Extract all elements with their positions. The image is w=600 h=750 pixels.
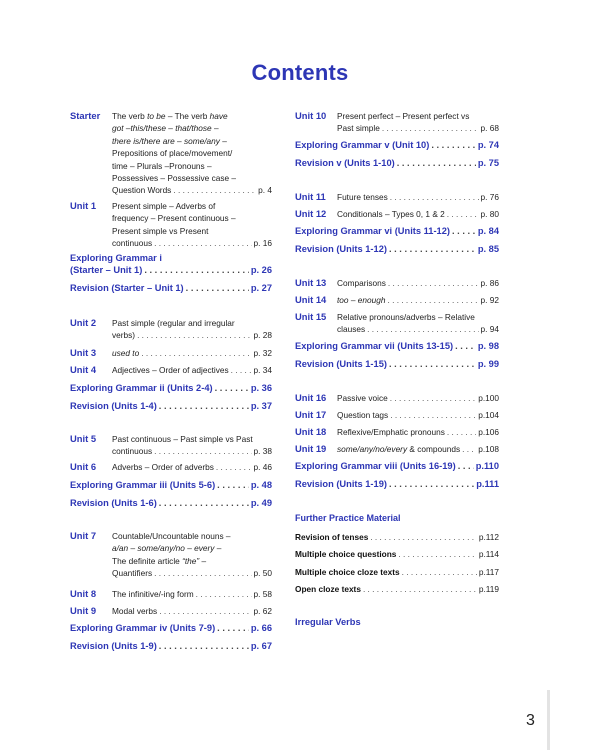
leader-dots: [389, 358, 476, 370]
unit-label: Unit 10: [295, 110, 327, 121]
contents-entry[interactable]: [70, 461, 272, 473]
section-line: [70, 282, 272, 294]
section-title: Exploring Grammar i: [70, 253, 162, 263]
leader-dots: [216, 461, 252, 473]
entry-page: p. 28: [253, 330, 272, 341]
entry-page: p. 66: [250, 623, 272, 633]
unit-description: [337, 208, 499, 220]
unit-description: [337, 294, 499, 306]
entry-page: p. 27: [250, 283, 272, 293]
contents-section[interactable]: [70, 382, 272, 394]
entry-text: Revision (Units 1-15): [295, 359, 387, 369]
section-line: [295, 460, 499, 472]
leader-dots: [455, 340, 476, 352]
entry-text: Quantifiers: [112, 568, 153, 579]
section-line: [70, 497, 272, 509]
description-line: got –this/these – that/those –: [112, 123, 219, 134]
unit-label: Unit 13: [295, 277, 327, 288]
description-line: Past simple (regular and irregular: [112, 318, 235, 328]
leader-dots: [398, 549, 476, 559]
entry-text: Adverbs – Order of adverbs: [112, 462, 214, 472]
leader-dots: [217, 479, 249, 491]
entry-text: The infinitive/-ing form: [112, 589, 194, 599]
unit-label: Unit 1: [70, 200, 97, 211]
entry-page: p. 67: [250, 641, 272, 651]
entry-page: p. 92: [480, 295, 499, 305]
entry-text: Adjectives – Order of adjectives: [112, 365, 229, 375]
contents-entry[interactable]: [70, 605, 272, 617]
unit-label: Unit 17: [295, 409, 327, 420]
contents-entry[interactable]: [70, 588, 272, 600]
leader-dots: [159, 605, 251, 617]
entry-page: p. 32: [253, 348, 272, 358]
entry-page: p. 86: [480, 278, 499, 288]
leader-dots: [363, 584, 477, 594]
unit-description: [112, 200, 272, 250]
entry-page: p. 4: [258, 185, 272, 196]
contents-entry[interactable]: [295, 426, 499, 438]
contents-section[interactable]: [295, 358, 499, 370]
description-last-line: [337, 277, 499, 289]
further-practice-heading: Further Practice Material: [295, 513, 401, 523]
unit-description: [337, 191, 499, 203]
entry-text: Revision of tenses: [295, 532, 369, 542]
contents-section[interactable]: [70, 497, 272, 509]
entry-text: Revision v (Units 1-10): [295, 158, 395, 168]
entry-text: Revision (Units 1-4): [70, 401, 157, 411]
entry-page: p. 76: [480, 192, 499, 202]
leader-dots: [389, 478, 474, 490]
contents-entry[interactable]: [70, 200, 272, 250]
leader-dots: [196, 588, 252, 600]
unit-description: [337, 110, 499, 135]
contents-entry[interactable]: [295, 110, 499, 135]
unit-label: Unit 8: [70, 588, 97, 599]
entry-text: Exploring Grammar vii (Units 13-15): [295, 341, 454, 351]
entry-page: p. 49: [250, 498, 272, 508]
description-line: Present perfect – Present perfect vs: [337, 111, 470, 121]
description-line: a/an – some/any/no – every –: [112, 543, 222, 554]
contents-section[interactable]: [295, 340, 499, 352]
entry-text: Multiple choice cloze texts: [295, 567, 400, 577]
leader-dots: [159, 640, 249, 652]
section-line: [70, 479, 272, 491]
unit-description: [337, 409, 499, 421]
contents-section[interactable]: [70, 252, 272, 277]
entry-text: Past simple: [337, 123, 380, 134]
entry-text: too – enough: [337, 295, 386, 305]
irregular-verbs-heading[interactable]: Irregular Verbs: [295, 617, 361, 627]
description-last-line: [337, 409, 499, 421]
leader-dots: [154, 237, 251, 249]
further-practice-line: [295, 584, 499, 594]
contents-entry[interactable]: [70, 347, 272, 359]
entry-page: p. 26: [250, 265, 272, 276]
unit-label: Unit 12: [295, 208, 327, 219]
description-last-line: [337, 443, 499, 455]
entry-page: p.106: [478, 427, 499, 437]
entry-page: p. 85: [477, 244, 499, 254]
contents-section[interactable]: [70, 400, 272, 412]
leader-dots: [215, 382, 249, 394]
unit-label: Unit 18: [295, 426, 327, 437]
description-last-line: [112, 237, 272, 249]
leader-dots: [144, 264, 248, 276]
contents-section[interactable]: [70, 282, 272, 294]
leader-dots: [231, 364, 252, 376]
unit-description: [112, 530, 272, 580]
entry-text: Reflexive/Emphatic pronouns: [337, 427, 445, 437]
entry-text: Open cloze texts: [295, 584, 361, 594]
entry-text: Revision (Units 1-19): [295, 479, 387, 489]
entry-page: p.108: [478, 444, 499, 454]
description-last-line: [112, 605, 272, 617]
contents-section[interactable]: [295, 460, 499, 472]
description-line: Relative pronouns/adverbs – Relative: [337, 312, 475, 322]
unit-description: [112, 347, 272, 359]
description-last-line: [337, 122, 499, 134]
contents-entry[interactable]: [295, 311, 499, 336]
entry-page: p. 48: [250, 480, 272, 490]
leader-dots: [159, 400, 249, 412]
leader-dots: [397, 157, 476, 169]
entry-text: Question tags: [337, 410, 389, 420]
entry-text: Exploring Grammar iii (Units 5-6): [70, 480, 216, 490]
leader-dots: [390, 409, 476, 421]
further-practice-line: [295, 532, 499, 542]
entry-page: p. 94: [480, 324, 499, 335]
leader-dots: [458, 460, 474, 472]
entry-page: p. 50: [253, 568, 272, 579]
leader-dots: [154, 567, 251, 579]
further-practice-item[interactable]: [295, 549, 499, 559]
section-line: [295, 340, 499, 352]
contents-entry[interactable]: [70, 530, 272, 580]
section-line: [70, 622, 272, 634]
entry-text: (Starter – Unit 1): [70, 265, 143, 276]
unit-label: Unit 9: [70, 605, 97, 616]
description-last-line: [112, 445, 272, 457]
entry-text: Exploring Grammar vi (Units 11-12): [295, 226, 450, 236]
leader-dots: [402, 567, 477, 577]
page-edge-bar: [547, 690, 550, 750]
contents-section[interactable]: [70, 640, 272, 652]
entry-page: p.111: [476, 479, 499, 489]
entry-page: p. 98: [477, 341, 499, 351]
unit-label: Unit 16: [295, 392, 327, 403]
description-last-line: [112, 347, 272, 359]
leader-dots: [382, 122, 479, 134]
description-line: Past continuous – Past simple vs Past: [112, 434, 253, 444]
contents-entry[interactable]: [295, 409, 499, 421]
section-line: [70, 264, 272, 276]
unit-description: [337, 426, 499, 438]
description-last-line: [337, 392, 499, 404]
unit-description: [112, 364, 272, 376]
further-practice-item[interactable]: [295, 567, 499, 577]
contents-entry[interactable]: [70, 110, 272, 197]
description-line: Present simple – Adverbs of: [112, 201, 216, 211]
contents-section[interactable]: [70, 622, 272, 634]
entry-text: Passive voice: [337, 393, 388, 403]
page-title: Contents: [251, 60, 349, 85]
description-last-line: [112, 461, 272, 473]
unit-description: [337, 277, 499, 289]
further-practice-item[interactable]: [295, 584, 499, 594]
unit-description: [112, 110, 272, 197]
unit-label: Unit 7: [70, 530, 97, 541]
entry-text: Comparisons: [337, 278, 386, 288]
leader-dots: [447, 426, 476, 438]
section-line: [70, 382, 272, 394]
further-practice-item[interactable]: [295, 532, 499, 542]
unit-description: [112, 588, 272, 600]
entry-text: continuous: [112, 446, 153, 457]
description-line: time – Plurals –Pronouns –: [112, 160, 212, 171]
further-practice-line: [295, 549, 499, 559]
entry-text: Future tenses: [337, 192, 388, 202]
contents-entry[interactable]: [70, 364, 272, 376]
entry-page: p.100: [478, 393, 499, 403]
section-line: [295, 358, 499, 370]
unit-label: Unit 14: [295, 294, 327, 305]
leader-dots: [154, 445, 251, 457]
description-last-line: [337, 426, 499, 438]
leader-dots: [447, 208, 479, 220]
description-line: Countable/Uncountable nouns –: [112, 531, 231, 541]
description-line: The verb to be – The verb have: [112, 111, 228, 121]
section-line: [295, 225, 499, 237]
unit-label: Starter: [70, 110, 101, 121]
unit-label: Unit 11: [295, 191, 326, 202]
entry-text: continuous: [112, 238, 153, 249]
contents-entry[interactable]: [70, 433, 272, 458]
leader-dots: [217, 622, 249, 634]
unit-description: [112, 433, 272, 458]
leader-dots: [390, 392, 477, 404]
entry-page: p.110: [475, 461, 499, 471]
leader-dots: [452, 225, 476, 237]
leader-dots: [431, 139, 475, 151]
entry-page: p.117: [478, 567, 499, 577]
unit-label: Unit 19: [295, 443, 327, 454]
contents-entry[interactable]: [295, 392, 499, 404]
unit-label: Unit 6: [70, 461, 97, 472]
contents-section[interactable]: [295, 478, 499, 490]
entry-page: p. 68: [480, 123, 499, 134]
entry-text: Multiple choice questions: [295, 549, 397, 559]
entry-page: p. 58: [253, 589, 272, 599]
entry-text: Exploring Grammar iv (Units 7-9): [70, 623, 216, 633]
entry-page: p.119: [478, 584, 499, 594]
leader-dots: [173, 184, 256, 196]
leader-dots: [137, 329, 251, 341]
description-line: Possessives – Possessive case –: [112, 173, 237, 184]
unit-description: [112, 605, 272, 617]
leader-dots: [388, 277, 479, 289]
section-line: [295, 157, 499, 169]
entry-text: Revision (Units 1-9): [70, 641, 157, 651]
entry-text: Conditionals – Types 0, 1 & 2: [337, 209, 445, 219]
leader-dots: [390, 191, 479, 203]
entry-page: p. 74: [477, 140, 499, 150]
description-last-line: [112, 588, 272, 600]
contents-entry[interactable]: [295, 277, 499, 289]
leader-dots: [159, 497, 249, 509]
entry-text: Exploring Grammar viii (Units 16-19): [295, 461, 456, 471]
section-line: [70, 400, 272, 412]
entry-text: clauses: [337, 324, 366, 335]
unit-label: Unit 2: [70, 317, 97, 328]
leader-dots: [387, 294, 478, 306]
section-line: [295, 478, 499, 490]
entry-text: Revision (Starter – Unit 1): [70, 283, 184, 293]
entry-text: Exploring Grammar ii (Units 2-4): [70, 383, 213, 393]
entry-page: p. 75: [477, 158, 499, 168]
entry-text: some/any/no/every & compounds: [337, 444, 461, 454]
contents-section[interactable]: [295, 157, 499, 169]
entry-page: p.112: [478, 532, 499, 542]
entry-page: p.114: [478, 549, 499, 559]
contents-section[interactable]: [295, 225, 499, 237]
entry-page: p. 46: [253, 462, 272, 472]
entry-text: Revision (Units 1-6): [70, 498, 157, 508]
description-last-line: [337, 294, 499, 306]
entry-page: p. 34: [253, 365, 272, 375]
unit-label: Unit 3: [70, 347, 97, 358]
entry-text: Exploring Grammar v (Unit 10): [295, 140, 430, 150]
section-line: [70, 640, 272, 652]
entry-text: used to: [112, 348, 140, 358]
unit-description: [112, 317, 272, 342]
description-line: frequency – Present continuous –: [112, 213, 236, 224]
section-line: [295, 243, 499, 255]
entry-page: p. 38: [253, 446, 272, 457]
entry-page: p. 37: [250, 401, 272, 411]
contents-entry[interactable]: [70, 317, 272, 342]
entry-text: Modal verbs: [112, 606, 158, 616]
entry-page: p.104: [478, 410, 499, 420]
contents-section[interactable]: [70, 479, 272, 491]
description-line: Present simple vs Present: [112, 225, 209, 236]
section-line: [295, 139, 499, 151]
entry-page: p. 36: [250, 383, 272, 393]
contents-entry[interactable]: [295, 443, 499, 455]
unit-label: Unit 5: [70, 433, 97, 444]
description-last-line: [112, 364, 272, 376]
unit-label: Unit 15: [295, 311, 327, 322]
leader-dots: [367, 323, 478, 335]
leader-dots: [141, 347, 251, 359]
description-line: there is/there are – some/any –: [112, 135, 227, 146]
contents-entry[interactable]: [295, 294, 499, 306]
description-last-line: [337, 208, 499, 220]
description-last-line: [112, 567, 272, 579]
description-last-line: [112, 184, 272, 196]
contents-section[interactable]: [295, 139, 499, 151]
further-practice-line: [295, 567, 499, 577]
entry-page: p. 62: [253, 606, 272, 616]
description-last-line: [337, 191, 499, 203]
description-line: The definite article “the” –: [112, 555, 207, 566]
contents-section[interactable]: [295, 243, 499, 255]
entry-page: p. 99: [477, 359, 499, 369]
entry-text: verbs): [112, 330, 136, 341]
unit-description: [337, 443, 499, 455]
leader-dots: [186, 282, 249, 294]
entry-text: Revision (Units 1-12): [295, 244, 387, 254]
entry-page: p. 16: [253, 238, 272, 249]
leader-dots: [389, 243, 476, 255]
leader-dots: [370, 532, 477, 542]
unit-label: Unit 4: [70, 364, 97, 375]
entry-text: Question Words: [112, 185, 172, 196]
contents-entry[interactable]: [295, 191, 499, 203]
description-line: Prepositions of place/movement/: [112, 148, 233, 159]
description-last-line: [337, 323, 499, 335]
page-number: 3: [526, 712, 535, 729]
leader-dots: [462, 443, 476, 455]
unit-description: [337, 392, 499, 404]
entry-page: p. 84: [477, 226, 499, 236]
contents-entry[interactable]: [295, 208, 499, 220]
entry-page: p. 80: [480, 209, 499, 219]
unit-description: [337, 311, 499, 336]
unit-description: [112, 461, 272, 473]
description-last-line: [112, 329, 272, 341]
